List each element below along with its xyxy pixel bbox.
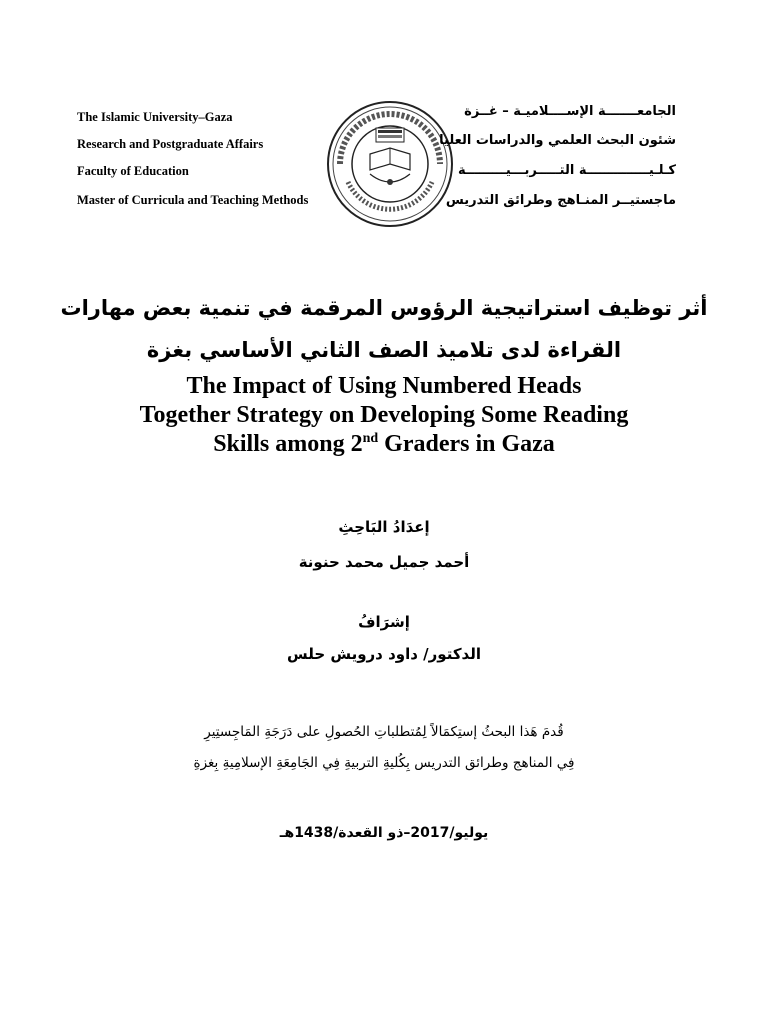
title-en-line2: Together Strategy on Developing Some Reading <box>139 402 629 428</box>
header-en-university: The Islamic University–Gaza <box>77 110 233 124</box>
title-ar-line2: القراءة لدى تلاميذ الصف الثاني الأساسي بغزة <box>146 338 622 362</box>
university-seal-icon <box>326 100 454 228</box>
submission-line2: فِي المناهج وطرائق التدريس بِكُليةِ التربيةِ فِي الجَامِعَةِ الإسلامِيةِ بِغزةِ <box>193 755 575 771</box>
title-en-line3-post: Graders in Gaza <box>378 431 555 457</box>
header-ar-faculty: كـلـيــــــــــــــة التـــــربـــيـــــــــة <box>457 163 676 178</box>
title-ar-line1: أثر توظيف استراتيجية الرؤوس المرقمة في تنمية بعض مهارات <box>60 296 708 320</box>
header-en-research-affairs: Research and Postgraduate Affairs <box>77 137 264 151</box>
header-ar-research-affairs: شئون البحث العلمي والدراسات العليا <box>439 133 676 148</box>
header-en-faculty: Faculty of Education <box>77 164 189 178</box>
supervisor-name: الدكتور/ داود درويش حلس <box>287 645 481 663</box>
title-en-superscript: nd <box>362 431 379 446</box>
submission-date: يوليو/2017–ذو القعدة/1438هـ <box>279 825 489 841</box>
submission-line1: قُدمَ هَذا البحثُ إستِكمَالاً لِمُتطلباتِ الحُصولِ على دَرَجَةِ المَاجِستِيرِ <box>204 724 564 740</box>
title-en-line1: The Impact of Using Numbered Heads <box>186 373 582 399</box>
title-en-line3-pre: Skills among 2 <box>213 431 363 457</box>
researcher-name: أحمد جميل محمد حنونة <box>298 553 470 571</box>
researcher-label: إعدَادُ البَاحِثِ <box>338 518 430 536</box>
title-en-line3 <box>0 431 768 458</box>
supervisor-label: إشرَافُ <box>358 613 410 631</box>
header-ar-master-program: ماجستيــر المنـاهج وطرائق التدريس <box>445 193 676 208</box>
header-ar-university: الجامعـــــــة الإســــلاميـة – غــزة <box>464 104 676 119</box>
header-en-master-program: Master of Curricula and Teaching Methods <box>77 193 309 207</box>
